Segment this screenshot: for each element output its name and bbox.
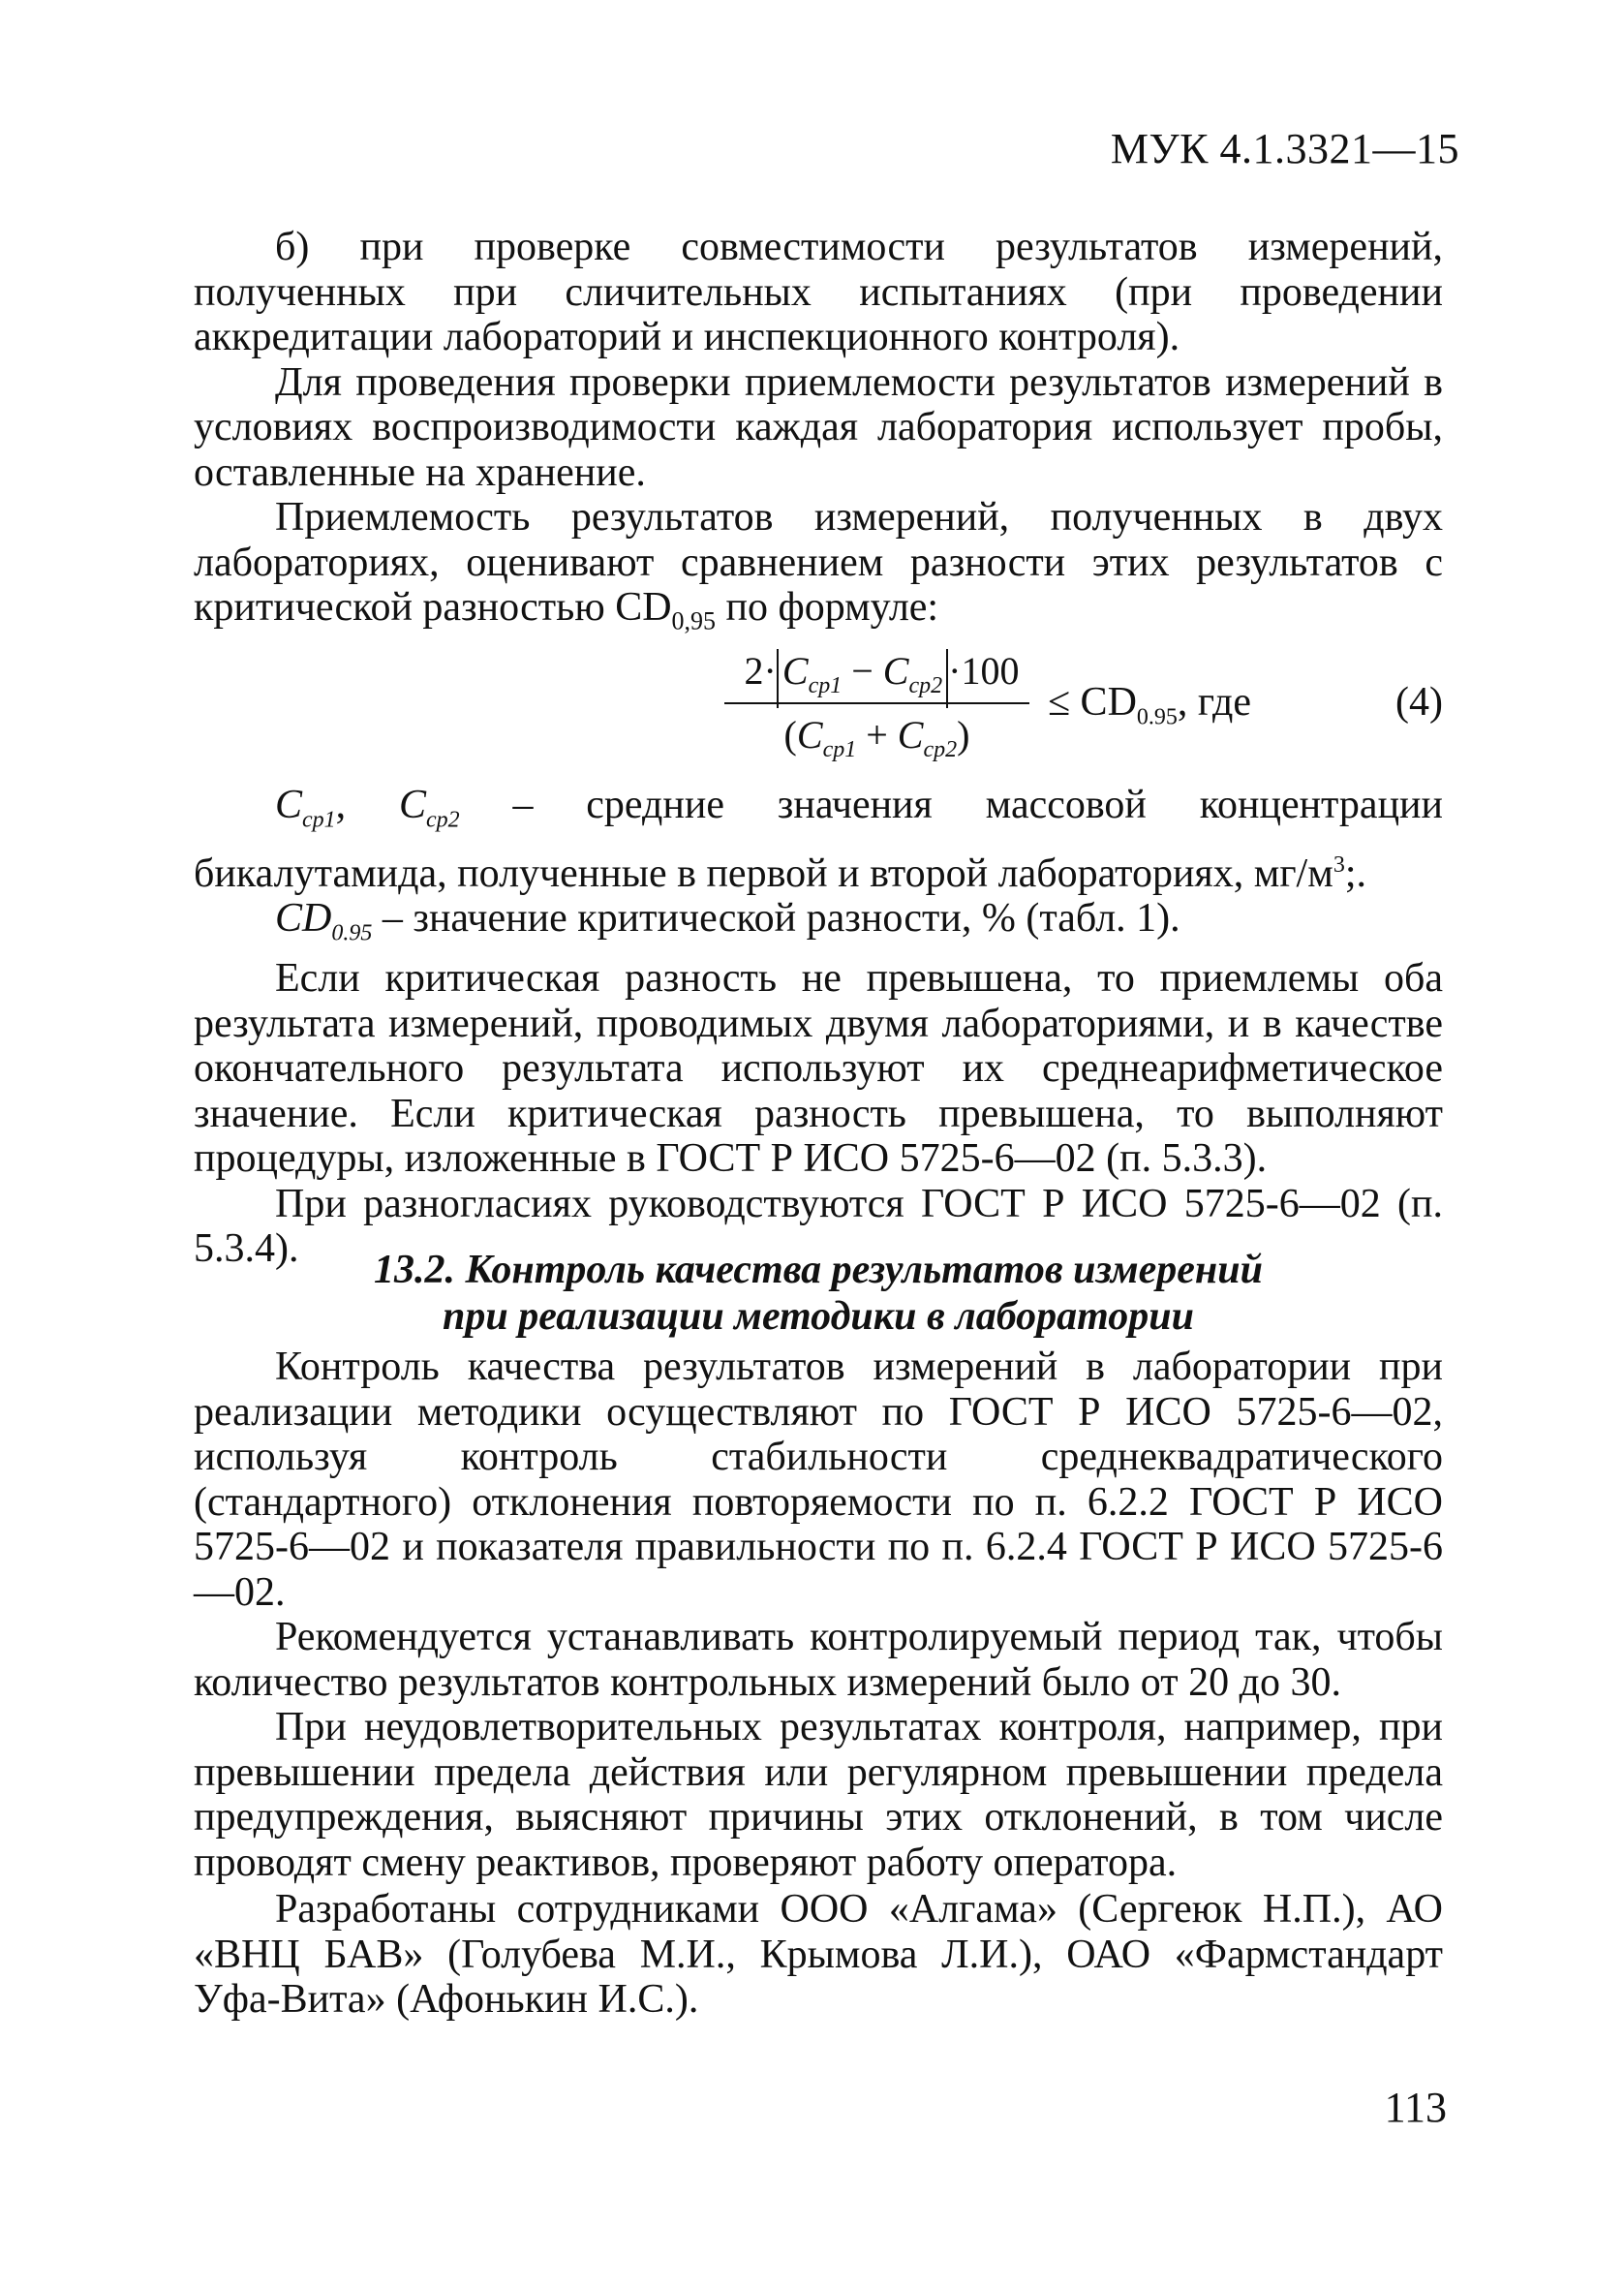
paragraph: Для проведения проверки приемлемости результатов измерений в условиях воспроизводимости каждая лаборатория использует пробы, оставленные на хранение. [194, 359, 1443, 495]
credits-paragraph: Разработаны сотрудниками ООО «Алгама» (Сергеюк Н.П.), АО «ВНЦ БАВ» (Голубева М.И., Крымова Л.И.), ОАО «Фармстандарт Уфа-Вита» (Афонькин И.С.). [194, 1887, 1443, 2022]
definitions-and-rules-block [194, 783, 1443, 1272]
quality-control-text-block [194, 1345, 1443, 1885]
paragraph: Если критическая разность не превышена, то приемлемы оба результата измерений, проводимых двумя лабораториями, и в качестве окончательного результата используют их среднеарифметическое значение. Если критическая разность превышена, то выполняют процедуры, изложенные в ГОСТ Р ИСО 5725-6—02 (п. 5.3.3). [194, 956, 1443, 1182]
formula-intro-tail: по формуле: [716, 585, 939, 630]
section-heading-line: 13.2. Контроль качества результатов измерений [374, 1248, 1263, 1292]
absolute-value: $C_{ср1} - C_{ср2}$ [777, 649, 948, 708]
formula-denominator: $(C_{ср1} + C_{ср2})$ [783, 713, 970, 762]
cd-subscript: 0,95 [671, 606, 717, 635]
definition-c: $C_{ср1}$, $C_{ср2}$ – средние значения массовой концентрации бикалутамида, полученные в первой и второй лабораториях, $мг/м^3$;. [194, 783, 1443, 896]
paragraph: При разногласиях руководствуются ГОСТ Р ИСО 5725-6—02 (п. 5.3.4). [194, 1181, 1443, 1272]
credits-block [194, 1887, 1443, 2023]
formula-numerator: $2\cdot C_{ср1} - C_{ср2} \cdot 100$ [724, 644, 1039, 708]
paragraph [194, 495, 1443, 644]
fraction-bar [724, 702, 1029, 704]
intro-text-block [194, 225, 1443, 644]
page-number: 113 [1384, 2084, 1447, 2131]
paragraph: Рекомендуется устанавливать контролируемый период так, чтобы количество результатов контрольных измерений было от 20 до 30. [194, 1615, 1443, 1705]
formula-4 [194, 644, 1443, 770]
section-heading [194, 1247, 1443, 1340]
formula-number: (4) [1395, 680, 1443, 725]
definition-cd: $CD_{0.95}$ – значение критической разности, % (табл. 1). [275, 896, 1180, 946]
paragraph: Контроль качества результатов измерений в лаборатории при реализации методики осуществляют по ГОСТ Р ИСО 5725-6—02, используя контроль стабильности среднеквадратического (стандартного) отклонения повторяемости по п. 6.2.2 ГОСТ Р ИСО 5725-6—02 и показателя правильности по п. 6.2.4 ГОСТ Р ИСО 5725-6—02. [194, 1345, 1443, 1615]
paragraph: При неудовлетворительных результатах контроля, например, при превышении предела действия или регулярном превышении предела предупреждения, выясняют причины этих отклонений, в том числе проводят смену реактивов, проверяют работу оператора. [194, 1705, 1443, 1885]
document-code-header: МУК 4.1.3321—15 [1110, 125, 1459, 172]
section-heading-line: при реализации методики в лаборатории [443, 1294, 1194, 1339]
paragraph: б) при проверке совместимости результатов измерений, полученных при сличительных испытаниях (при проведении аккредитации лабораторий и инспекционного контроля). [194, 225, 1443, 359]
formula-rhs: ≤ $CD_{0.95}$, где [1048, 680, 1252, 730]
paragraph-text: Приемлемость результатов измерений, полученных в двух лабораториях, оценивают сравнением разности этих результатов с критической разностью CD [194, 495, 1443, 630]
